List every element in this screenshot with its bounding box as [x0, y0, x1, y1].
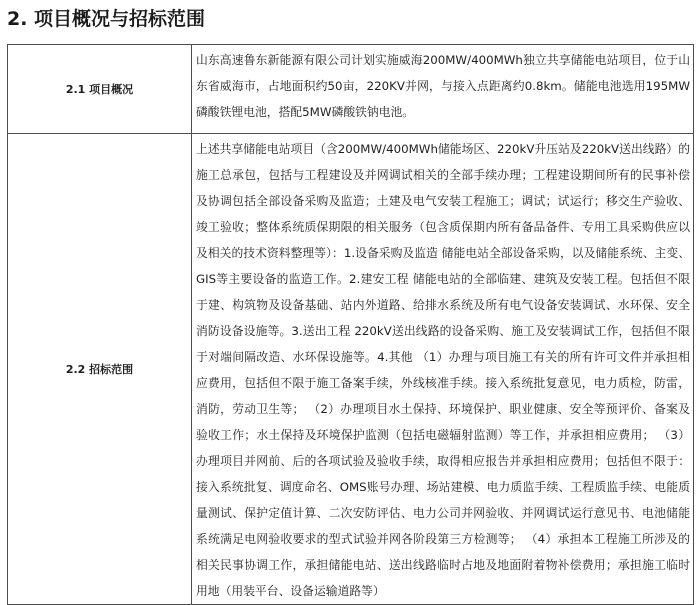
value-bidding-scope: 上述共享储能电站项目（含200MW/400MWh储能场区、220kV升压站及220kV送出线路）的施工总承包，包括与工程建设及并网调试相关的全部手续办理；工程建设期间所有的民事补偿及协调包括全部设备采购及监造；土建及电气安装工程施工；调试；试运行；移交生产验收、竣工验收；整体系统质保期限的相关服务（包含质保期内所有备品备件、专用工具采购供应以及相关的技术资料整理等）：1.设备采购及监造 储能电站全部设备采购，以及储能系统、主变、GIS等主要设备的监造工作。2.建安工程 储能电站的全部临建、建筑及安装工程。包括但不限于建、构筑物及设备基础、站内外道路、给排水系统及所有电气设备安装调试、水环保、安全消防设备设施等。3.送出工程 220kV送出线路的设备采购、施工及安装调试工作，包括但不限于对端间隔改造、水环保设施等。4.其他 （1）办理与项目施工有关的所有许可文件并承担相应费用，包括但不限于施工备案手续，外线核准手续。接入系统批复意见，电力质检，防雷，消防，劳动卫生等； （2）办理项目水土保持、环境保护、职业健康、安全等预评价、备案及验收工作；水土保持及环境保护监测（包括电磁辐射监测）等工作，并承担相应费用； （3）办理项目并网前、后的各项试验及验收手续，取得相应报告并承担相应费用；包括但不限于：接入系统批复、调度命名、OMS账号办理、场站建模、电力质监手续、工程质监手续、电能质量测试、保护定值计算、二次安防评估、电力公司并网验收、并网调试运行意见书、电池储能系统满足电网验收要求的型式试验并网各阶段第三方检测等； （4）承担本工程施工所涉及的相关民事协调工作，承担储能电站、送出线路临时占地及地面附着物补偿费用；承担施工临时用地（用装平台、设备运输道路等） — [192, 134, 694, 605]
table-row-bidding-scope — [8, 134, 694, 605]
label-project-overview: 2.1 项目概况 — [8, 45, 192, 134]
label-bidding-scope: 2.2 招标范围 — [8, 134, 192, 605]
info-table — [7, 44, 694, 605]
section-title: 2. 项目概况与招标范围 — [7, 8, 206, 30]
table-row-project-overview — [8, 45, 694, 134]
value-project-overview: 山东高速鲁东新能源有限公司计划实施威海200MW/400MWh独立共享储能电站项目，位于山东省威海市，占地面积约50亩，220KV并网，与接入点距离约0.8km。储能电池选用195MW磷酸铁锂电池，搭配5MW磷酸铁钠电池。 — [192, 45, 694, 134]
